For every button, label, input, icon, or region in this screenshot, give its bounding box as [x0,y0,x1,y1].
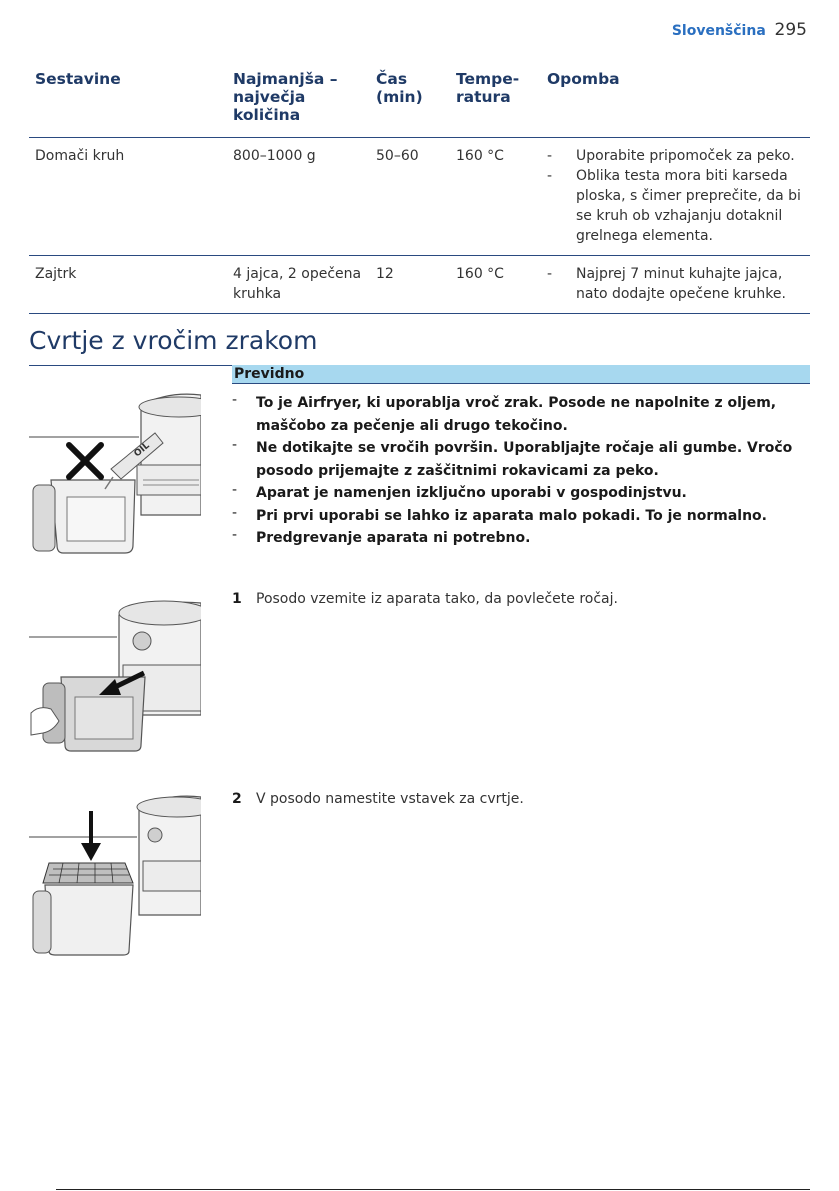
language-label: Slovenščina [671,23,766,39]
page-header [672,20,807,40]
note-item: - Najprej 7 minut kuhajte jajca, nato dodajte opečene kruhke. [547,264,804,304]
table-header-row [29,66,810,138]
col-quantity-label: Najmanjša – največja količina [233,70,338,124]
col-temperature-label: Tempe- ratura [456,70,520,106]
note-item: - Oblika testa mora biti karseda ploska, s čimer preprečite, da bi se kruh ob vzhajanju dotaknil grelnega elementa. [547,166,804,246]
no-oil-illustration [29,385,201,565]
cell-time: 12 [370,256,450,314]
oil-label: OIL [132,440,152,460]
step-text: V posodo namestite vstavek za cvrtje. [256,791,524,807]
cell-temperature: 160 °C [450,256,541,314]
table-row [29,256,810,314]
note-item: - Uporabite pripomoček za peko. [547,146,804,166]
cell-ingredient: Domači kruh [29,138,227,256]
cell-quantity: 800–1000 g [227,138,370,256]
caution-item: - To je Airfryer, ki uporablja vroč zrak. Posode ne napolnite z oljem, maščobo za pečenje ali drugo tekočino. [232,392,810,437]
insert-arrow-icon [81,811,101,861]
step-2 [232,791,524,807]
cell-ingredient: Zajtrk [29,256,227,314]
cell-notes [541,256,810,314]
section-title: Cvrtje z vročim zrakom [29,326,318,355]
col-ingredients: Sestavine [29,66,227,138]
step-1 [232,591,618,607]
step-number: 1 [232,591,242,607]
cell-quantity: 4 jajca, 2 opečena kruhka [227,256,370,314]
remove-basket-illustration [29,585,201,765]
col-quantity [227,66,370,138]
caution-item: - Aparat je namenjen izključno uporabi v gospodinjstvu. [232,482,810,505]
caution-item: - Ne dotikajte se vročih površin. Uporabljajte ročaje ali gumbe. Vročo posodo prijemajte z zaščitnimi rokavicami za peko. [232,437,810,482]
cell-time: 50–60 [370,138,450,256]
caution-box [232,365,810,550]
cross-icon [69,445,101,477]
insert-plate-illustration [29,785,201,965]
cooking-table [29,66,810,314]
caution-heading: Previdno [232,365,810,384]
col-time [370,66,450,138]
page-number: 295 [774,20,807,40]
col-time-label: Čas (min) [376,70,423,106]
col-notes: Opomba [541,66,810,138]
cell-temperature: 160 °C [450,138,541,256]
footer-rule [56,1189,810,1190]
step-number: 2 [232,791,242,807]
col-temperature [450,66,541,138]
table-row [29,138,810,256]
caution-item: - Predgrevanje aparata ni potrebno. [232,527,810,550]
step-text: Posodo vzemite iz aparata tako, da povlečete ročaj. [256,591,618,607]
caution-item: - Pri prvi uporabi se lahko iz aparata malo pokadi. To je normalno. [232,505,810,528]
cell-notes [541,138,810,256]
